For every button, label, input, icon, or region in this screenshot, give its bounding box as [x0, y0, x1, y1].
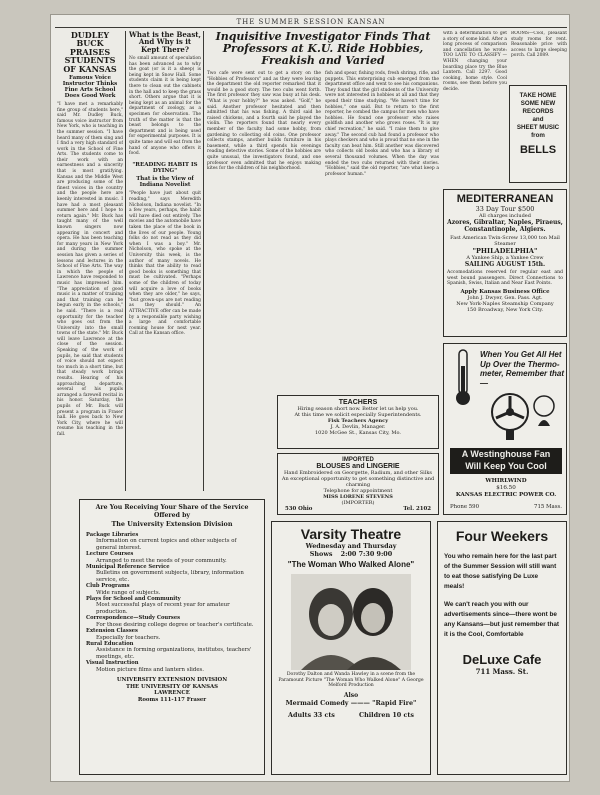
- ext-service-head: Visual Instruction: [86, 660, 139, 667]
- rooms-ad: ROOMS—Cool, pleasant study rooms for rent. Reasonable price with access to large sleeping porch. Call 2089.: [511, 31, 567, 59]
- varsity-title: Varsity Theatre: [300, 526, 402, 542]
- fan-company: KANSAS ELECTRIC POWER CO.: [455, 492, 557, 498]
- lingerie-name: MISS LORENE STEVENS: [323, 494, 393, 500]
- ext-service-item: [86, 596, 258, 615]
- thermometer-icon: [447, 348, 479, 408]
- westinghouse-ad: [443, 343, 567, 515]
- masthead: THE SUMMER SESSION KANSAN: [236, 18, 386, 26]
- varsity-film: "The Woman Who Walked Alone": [287, 560, 415, 569]
- newspaper-page: [50, 14, 570, 782]
- buck-body: "I have met a remarkably fine group of students here," said Mr. Dudley Buck, famous voice instructor from New York, who is teaching in the summer session. "I have heard many of them sing and I find a very high standard of work in the School of Fine Arts. The students come to their work with an earnestness and a sincerity that is most gratifying. Kansas and the Middle West are producing some of the finest voices in the country and the people here are keenly interested in music. I have had a most pleasant summer here and I hope to return again." Mr. Buck has taught many of the well known singers now appearing in concert and opera. He has been teaching for many years in New York and during the summer session has given a series of lessons and lectures in the School of Fine Arts. The way in which the people of Lawrence have responded to music has impressed him. "The appreciation of good music is a matter of training and that training can be begun early in the schools," he said. "There is a real opportunity for the teacher who goes out from the University into the small towns of the state." Mr. Buck will leave Lawrence at the close of the session. Speaking of the work of pupils, he said that students of voice should not expect too much in a short time, but that steady work brings results. Hearing of his approaching departure, several of his pupils arranged a farewell recital in his honor. Saturday, the pupils of Mr. Buck will present a program in Fraser hall. He goes back to New York City, where he will resume his teaching in the fall.: [57, 101, 123, 437]
- ext-foot: UNIVERSITY EXTENSION DIVISION: [116, 676, 228, 683]
- varsity-shows-label: Shows: [309, 550, 333, 558]
- ext-service-desc: Arranged to meet the needs of your community.: [96, 557, 227, 564]
- ext-service-head: Lecture Courses: [86, 551, 134, 558]
- ext-service-desc: Motion picture films and lantern slides.: [96, 666, 205, 673]
- ext-foot: THE UNIVERSITY OF KANSAS: [125, 683, 219, 690]
- med-ship: "PHILADELPHIA": [472, 247, 538, 255]
- bells-line: SHEET MUSIC: [516, 124, 560, 131]
- fan-address: 715 Mass.: [534, 504, 562, 510]
- ext-service-head: Municipal Reference Service: [86, 564, 170, 571]
- fan-price: $16.50: [496, 485, 516, 491]
- med-ports: Azores, Gibraltar, Naples, Piraeus, Constantinople, Algiers.: [447, 219, 563, 233]
- fan-model: WHIRLWIND: [485, 478, 527, 484]
- teachers-ad: [277, 395, 439, 449]
- hobbies-headline: Inquisitive Investigator Finds That Professors at K.U. Ride Hobbies, Freakish and Varied: [215, 31, 431, 67]
- ext-service-list: [86, 532, 258, 673]
- buck-subhead: Famous Voice Instructor Thinks Fine Arts School Does Good Work: [62, 74, 118, 99]
- ext-title: Offered by: [153, 512, 190, 519]
- med-charges: All charges included: [479, 213, 531, 219]
- bells-line: TAKE HOME: [519, 92, 557, 99]
- ext-service-item: [86, 532, 258, 551]
- bells-line: RECORDS: [522, 108, 554, 115]
- ext-service-head: Extension Classes: [86, 628, 138, 635]
- teachers-person: J. A. Devlin, Manager.: [330, 424, 386, 430]
- varsity-adults-price: Adults 33 cts: [288, 710, 335, 719]
- fan-illustration-icon: [484, 384, 564, 444]
- extension-ad: [79, 499, 265, 775]
- ext-service-head: Rural Education: [86, 640, 134, 647]
- ext-service-head: Package Libraries: [86, 532, 139, 538]
- mediterranean-ad: [443, 189, 567, 337]
- ext-service-head: Club Programs: [86, 583, 130, 590]
- lingerie-ad: [277, 453, 439, 515]
- med-address: 150 Broadway, New York City.: [466, 306, 544, 313]
- med-title: MEDITERRANEAN: [456, 193, 554, 205]
- hobbies-body-left: Two cafe were sent out to get a story on the "Hobbies of Professors" and as they were leaving the department the old reporter remarked that it would be a good story. The two cubs went forth. The first professor they saw was busy at his desk. "What is your hobby?" he was asked. "Golf," he said. Another professor hesitated and then admitted that his was fishing. A third said he raised chickens, and a fourth said he played the violin. The reporters found that nearly every member of the faculty had some hobby, from gardening to collecting old coins. One professor collects stamps, another builds furniture in his basement, while a third spends his evenings reading detective stories. Some of the hobbies are quite unusual, the investigators found, and one professor even admitted that he enjoys making kites for the children of his neighborhood.: [207, 71, 321, 172]
- deluxe-cafe-address: 711 Mass. St.: [475, 667, 529, 676]
- teachers-title: TEACHERS: [338, 399, 378, 406]
- varsity-comedy: Mermaid Comedy ——— "Rapid Fire": [285, 698, 417, 707]
- fan-headline: When You Get All Het: [480, 350, 562, 359]
- med-agent: John J. Dwyer, Gen. Pass. Agt.: [467, 294, 543, 301]
- ext-service-desc: Wide range of subjects.: [96, 589, 161, 596]
- fan-banner: Will Keep You Cool: [465, 461, 547, 471]
- beast-headline: What is the Beast, And Why is it Kept There?: [129, 31, 201, 54]
- four-weekers-body: You who remain here for the last part of the Summer Session will still want to eat those satisfying De Luxe meals!: [444, 553, 557, 590]
- med-steamer: Fast American Twin-Screw 13,000 ton Mail Steamer: [450, 235, 560, 247]
- fan-headline: meter, Remember that—: [480, 369, 565, 388]
- reading-body: "People have just about quit reading," says Meredith Nicholson, Indiana novelist. "In a few years, perhaps, the habit will have died out entirely. The movies and the automobile have taken the place of the book in the lives of our people. Young folks do not read as they did when I was a boy." Mr. Nicholson, who spoke at the University this week, is the author of many novels. He thinks that the ability to read good books is something that must be cultivated. "Perhaps some of the children of today will acquire a love of books when they are older," he says, "but grown-ups are not reading as they should." An ATTRACTIVE offer can be made by a responsible party wishing a large and comfortable rooming house for next year. Call at the Kansan office.: [129, 191, 201, 337]
- ext-service-desc: Especially for teachers.: [96, 634, 161, 641]
- ext-foot: LAWRENCE: [154, 690, 190, 697]
- med-tour: 33 Day Tour $500: [475, 205, 535, 213]
- med-apply: Apply Kansas Business Office: [460, 288, 550, 295]
- ext-service-item: [86, 551, 258, 564]
- lingerie-street: 530 Ohio: [285, 506, 313, 512]
- column-divider: [125, 31, 126, 491]
- ext-service-desc: For those desiring college degree or teacher's certificate.: [96, 621, 254, 628]
- teachers-agency: Fisk Teachers Agency: [327, 418, 389, 424]
- med-ship-desc: A Yankee Ship, a Yankee Crew: [466, 255, 544, 261]
- lingerie-title: BLOUSES and LINGERIE: [316, 463, 400, 470]
- bells-line: SOME NEW: [520, 100, 556, 107]
- bells-line: and: [532, 116, 544, 123]
- beast-body: No small amount of speculation has been advanced as to why the goat (or is it a sheep) is being kept in Snow Hall. Some students claim it is being kept there to clean out the cabinets in the hall and to keep the grass short. Others argue that it is being kept as an animal for the department of zoology, as a specimen for observation. The truth of the matter is that the beast belongs to the department and is being used for experimental purposes. It is quite tame and will eat from the hand of anyone who offers it food.: [129, 56, 201, 157]
- fan-headline: Up Over the Thermo-: [480, 359, 560, 369]
- ext-title: Are You Receiving Your Share of the Service: [95, 504, 249, 511]
- bells-ad: [509, 85, 567, 183]
- beast-article: [129, 31, 201, 491]
- reading-headline: "READING HABIT IS DYING": [132, 161, 198, 174]
- ext-service-item: [86, 615, 258, 628]
- ext-service-desc: Most successful plays of recent year for amateur production.: [96, 602, 230, 615]
- ext-service-head: Correspondence—Study Courses: [86, 615, 181, 622]
- lingerie-desc: Hand Embroidered on Georgette, Radium, and other Silks: [284, 470, 432, 476]
- ext-service-item: [86, 583, 258, 596]
- ext-foot: Rooms 111-117 Fraser: [137, 696, 207, 703]
- hobbies-article: [207, 31, 439, 391]
- teachers-address: 1020 McGee St., Kansas City, Mo.: [315, 430, 401, 436]
- deluxe-cafe-ad: [437, 521, 567, 775]
- film-still-illustration-icon: [291, 574, 411, 670]
- bells-name: BELLS: [519, 144, 557, 156]
- varsity-days: Wednesday and Thursday: [305, 542, 397, 550]
- lingerie-tel: Tel. 2102: [403, 506, 431, 512]
- med-company: New York-Naples Steamship Company: [456, 300, 554, 307]
- four-weekers-body: We can't reach you with our advertisements since—there wont be any Kansans—but just remember that it is the Cool, Comfortable: [444, 601, 560, 638]
- varsity-children-price: Children 10 cts: [359, 710, 414, 719]
- bells-line: from: [531, 132, 545, 139]
- med-sailing: SAILING AUGUST 15th.: [464, 261, 546, 268]
- ext-service-head: Plays for School and Community: [86, 596, 181, 603]
- ext-service-item: [86, 564, 258, 583]
- deluxe-cafe-name: DeLuxe Cafe: [462, 652, 542, 667]
- ext-service-desc: Assistance in forming organizations, institutes, teachers' meetings, etc.: [96, 647, 252, 660]
- masthead-rule: [55, 27, 567, 28]
- buck-article: [57, 31, 123, 489]
- ext-service-desc: Bulletins on government subjects, library, information service, etc.: [96, 570, 244, 583]
- ext-service-item: [86, 628, 258, 641]
- hobbies-body-right: fish and spear, fishing rods, fresh shrimp, rifle, and puppets. This enterprising cub emerged from the department office and went to see his companions. They found that the girl students of the University were not interested in hobbies at all and that they spend their time studying. "We haven't time for hobbies," one said. But to return to the first reporter, he combed the campus for men who have hobbies. He found one professor who raises goldfish and another who grows roses. "It is my chief recreation," he said. "I raise them to give away." The second cub had found a professor who plays checkers and who is proud that no one in the faculty can beat him. Still another was discovered who collects old books and who has a library of several thousand volumes. When the day was ended the two cubs returned with their stories. "Hobbies," said the old reporter, "are what keep a professor human.": [325, 71, 439, 177]
- varsity-ad: [271, 521, 431, 775]
- buck-headline: DUDLEY BUCK PRAISES STUDENTS OF KANSAS: [63, 31, 117, 74]
- varsity-caption: Dorothy Dalton and Wanda Hawley in a scene from the Paramount Picture "The Woman Who Walked Alone" A George Melford Production: [278, 672, 424, 689]
- lingerie-role: (IMPORTER): [341, 500, 375, 506]
- fan-banner: A Westinghouse Fan: [461, 449, 551, 459]
- column-divider: [203, 31, 204, 491]
- varsity-shows: 2:00 7:30 9:00: [340, 550, 393, 558]
- med-accom: Accomodations reserved for regular east and west bound passengers. Direct Connections to Spanish, Swiss, Italian and Near East Points.: [447, 270, 563, 287]
- four-weekers-title: Four Weekers: [455, 528, 549, 544]
- reading-subhead: That is the View of Indiana Novelist: [136, 176, 194, 189]
- fan-phone: Phone 590: [450, 504, 480, 510]
- lingerie-offer: An exceptional opportunity to get something distinctive and charming: [281, 476, 435, 488]
- lingerie-phone-note: Telephone for appointment: [323, 488, 393, 494]
- ext-service-item: [86, 660, 258, 673]
- ext-title: The University Extension Division: [111, 520, 233, 528]
- varsity-also: Also: [343, 691, 359, 699]
- classified-column: with a determination to get a story of some kind. After a long process of comparison and cancellation he wrote: TOO LATE TO CLASSIFY — WHEN changing your boarding place try the Blue Lantern. Call 2297. Good cooking, home style. Cool rooms, see them before you decide.: [443, 31, 507, 92]
- ext-service-desc: Information on current topics and other subjects of general interest.: [96, 538, 237, 551]
- teachers-line: Hiring season short now. Better let us help you.: [297, 406, 419, 412]
- ext-service-item: [86, 641, 258, 660]
- teachers-line: At this time we solicit especially Superintendents.: [294, 412, 422, 418]
- lingerie-title: IMPORTED: [342, 457, 374, 463]
